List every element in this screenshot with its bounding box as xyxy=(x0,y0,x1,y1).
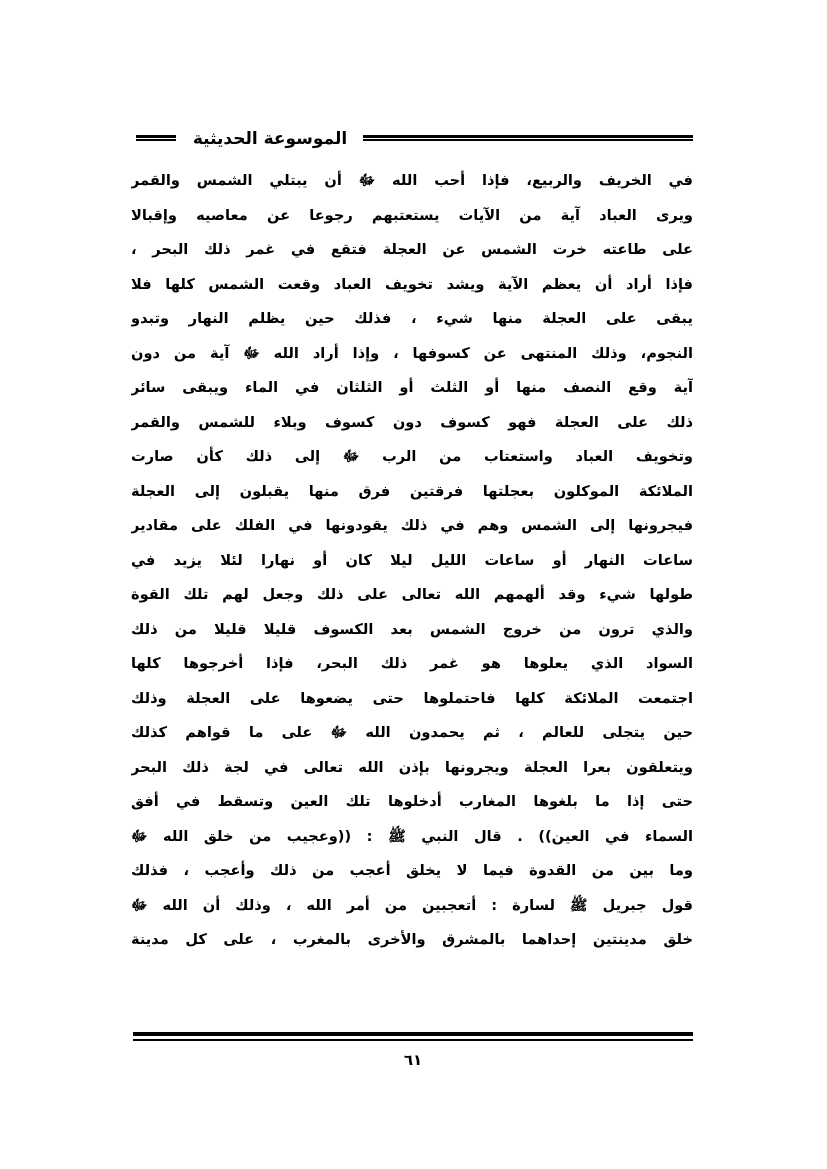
text-line: وما بين من القدوة فيما لا يخلق أعجب من ذلك وأعجب ، فذلك xyxy=(131,862,693,879)
text-line: آية وقع النصف منها أو الثلث أو الثلثان في الماء ويبقى سائر xyxy=(131,379,693,396)
footer-thin-rule xyxy=(133,1039,693,1041)
text-line: الملائكة الموكلون بعجلتها فرقتين فرق منها يقبلون إلى العجلة xyxy=(131,482,693,500)
text-line: خلق مدينتين إحداهما بالمشرق والأخرى بالمغرب ، على كل مدينة xyxy=(131,931,693,948)
text-line: في الخريف والربيع، فإذا أحب الله ﷻ أن يبتلي الشمس والقمر xyxy=(131,172,693,189)
text-line: وتخويف العباد واستعتاب من الرب ﷻ إلى ذلك كأن صارت xyxy=(131,448,693,465)
page-header xyxy=(133,126,693,156)
text-line: السواد الذي يعلوها هو غمر ذلك البحر، فإذا أخرجوها كلها xyxy=(131,655,693,672)
text-line: حتى إذا ما بلغوها المغارب أدخلوها تلك العين وتسقط في أفق xyxy=(131,793,693,810)
text-line: السماء في العين)) . قال النبي ﷺ : ((وعجيب من خلق الله ﷻ xyxy=(131,827,693,845)
text-line: اجتمعت الملائكة كلها فاحتملوها حتى يضعوها على العجلة وذلك xyxy=(131,689,693,707)
text-line: ويرى العباد آية من الآيات يستعتبهم رجوعا عن معاصيه وإقبالا xyxy=(131,206,693,224)
text-line: ساعات النهار أو ساعات الليل ليلا كان أو نهارا لئلا يزيد في xyxy=(131,551,693,569)
text-line: والذي ترون من خروج الشمس بعد الكسوف قليلا قليلا من ذلك xyxy=(131,620,693,638)
body-text xyxy=(131,164,693,958)
text-line: فإذا أراد أن يعظم الآية ويشد تخويف العباد وقعت الشمس كلها فلا xyxy=(131,275,693,293)
footer-thick-rule xyxy=(133,1032,693,1036)
text-line: طولها شيء وقد ألهمهم الله تعالى على ذلك وجعل لهم تلك القوة xyxy=(131,586,693,603)
text-line: قول جبريل ﷺ لسارة : أتعجبين من أمر الله ، وذلك أن الله ﷻ xyxy=(131,896,693,914)
text-line: النجوم، وذلك المنتهى عن كسوفها ، وإذا أراد الله ﷻ آية من دون xyxy=(131,344,693,362)
text-line: يبقى على العجلة منها شيء ، فذلك حين يظلم النهار وتبدو xyxy=(131,310,693,327)
header-right-rule xyxy=(363,135,693,141)
text-line: حين يتجلى للعالم ، ثم يحمدون الله ﷻ على ما قواهم كذلك xyxy=(131,724,693,741)
text-line: ذلك على العجلة فهو كسوف دون كسوف وبلاء للشمس والقمر xyxy=(131,413,693,431)
text-line: ويتعلقون بعرا العجلة ويجرونها بإذن الله تعالى في لجة ذلك البحر xyxy=(131,758,693,776)
text-line: فيجرونها إلى الشمس وهم في ذلك يقودونها في الفلك على مقادير xyxy=(131,517,693,534)
text-line: على طاعته خرت الشمس عن العجلة فتقع في غمر ذلك البحر ، xyxy=(131,241,693,258)
page-number: ٦١ xyxy=(403,1051,423,1069)
header-left-rule xyxy=(136,135,176,141)
header-title: الموسوعة الحديثية xyxy=(192,129,348,149)
footer-rules xyxy=(133,1032,693,1041)
